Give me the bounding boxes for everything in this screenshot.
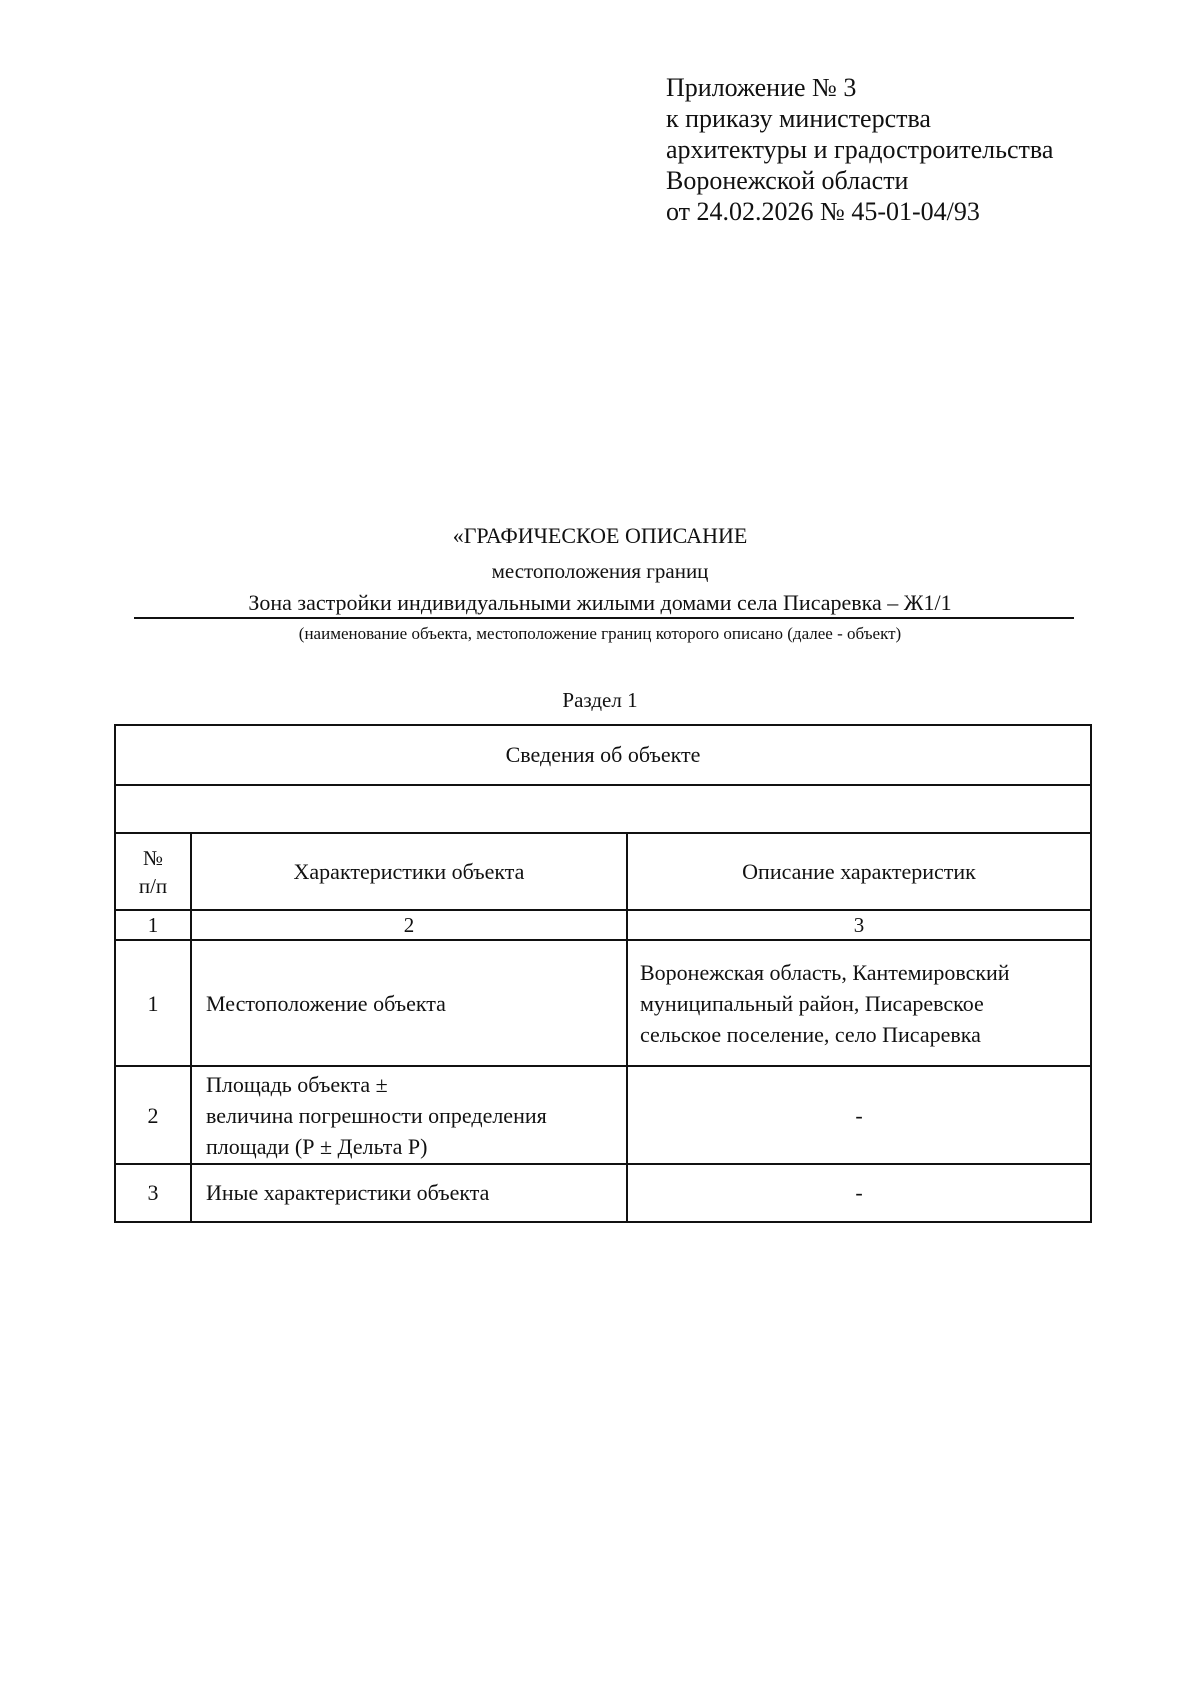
appendix-block xyxy=(666,72,1053,227)
section-title: Раздел 1 xyxy=(562,688,638,712)
row-number: 3 xyxy=(115,1164,191,1222)
header-num-abbr: п/п xyxy=(138,873,168,898)
table-blank-row xyxy=(115,785,1091,833)
table-blank-cell xyxy=(115,785,1091,833)
column-index: 3 xyxy=(627,910,1091,940)
table-caption-row xyxy=(115,725,1091,785)
table-row xyxy=(115,1066,1091,1164)
table-caption: Сведения об объекте xyxy=(115,725,1091,785)
row-description: - xyxy=(627,1066,1091,1164)
row-description: - xyxy=(627,1164,1091,1222)
table-header-row xyxy=(115,833,1091,910)
row-characteristic: Иные характеристики объекта xyxy=(191,1164,627,1222)
header-num-cell xyxy=(115,833,191,910)
table-row xyxy=(115,1164,1091,1222)
row-number: 1 xyxy=(115,940,191,1066)
appendix-line: архитектуры и градостроительства xyxy=(666,135,1054,164)
object-name-underline xyxy=(134,617,1074,619)
document-title: «ГРАФИЧЕСКОЕ ОПИСАНИЕ xyxy=(452,523,748,548)
characteristic-line: величина погрешности определения xyxy=(206,1102,547,1128)
appendix-line: к приказу министерства xyxy=(666,104,931,133)
object-name: Зона застройки индивидуальными жилыми домами села Писаревка – Ж1/1 xyxy=(248,590,952,615)
appendix-line: Приложение № 3 xyxy=(666,73,857,102)
row-description xyxy=(627,940,1091,1066)
column-index-row xyxy=(115,910,1091,940)
column-index: 2 xyxy=(191,910,627,940)
header-characteristic: Характеристики объекта xyxy=(191,833,627,910)
row-characteristic: Местоположение объекта xyxy=(191,940,627,1066)
object-info-table xyxy=(114,724,1092,1223)
table-row xyxy=(115,940,1091,1066)
characteristic-line: Площадь объекта ± xyxy=(206,1071,388,1097)
header-num-symbol: № xyxy=(142,845,164,870)
appendix-line: Воронежской области xyxy=(666,166,909,195)
object-name-note: (наименование объекта, местоположение границ которого описано (далее - объект) xyxy=(298,624,902,643)
description-line: Воронежская область, Кантемировский xyxy=(640,959,1010,985)
document-subtitle: местоположения границ xyxy=(491,559,709,583)
description-line: муниципальный район, Писаревское xyxy=(640,990,984,1016)
appendix-date-number: от 24.02.2026 № 45-01-04/93 xyxy=(666,197,980,226)
column-index: 1 xyxy=(115,910,191,940)
row-characteristic xyxy=(191,1066,627,1164)
row-number: 2 xyxy=(115,1066,191,1164)
description-line: сельское поселение, село Писаревка xyxy=(640,1021,981,1047)
header-description: Описание характеристик xyxy=(627,833,1091,910)
characteristic-line: площади (Р ± Дельта Р) xyxy=(206,1133,428,1159)
